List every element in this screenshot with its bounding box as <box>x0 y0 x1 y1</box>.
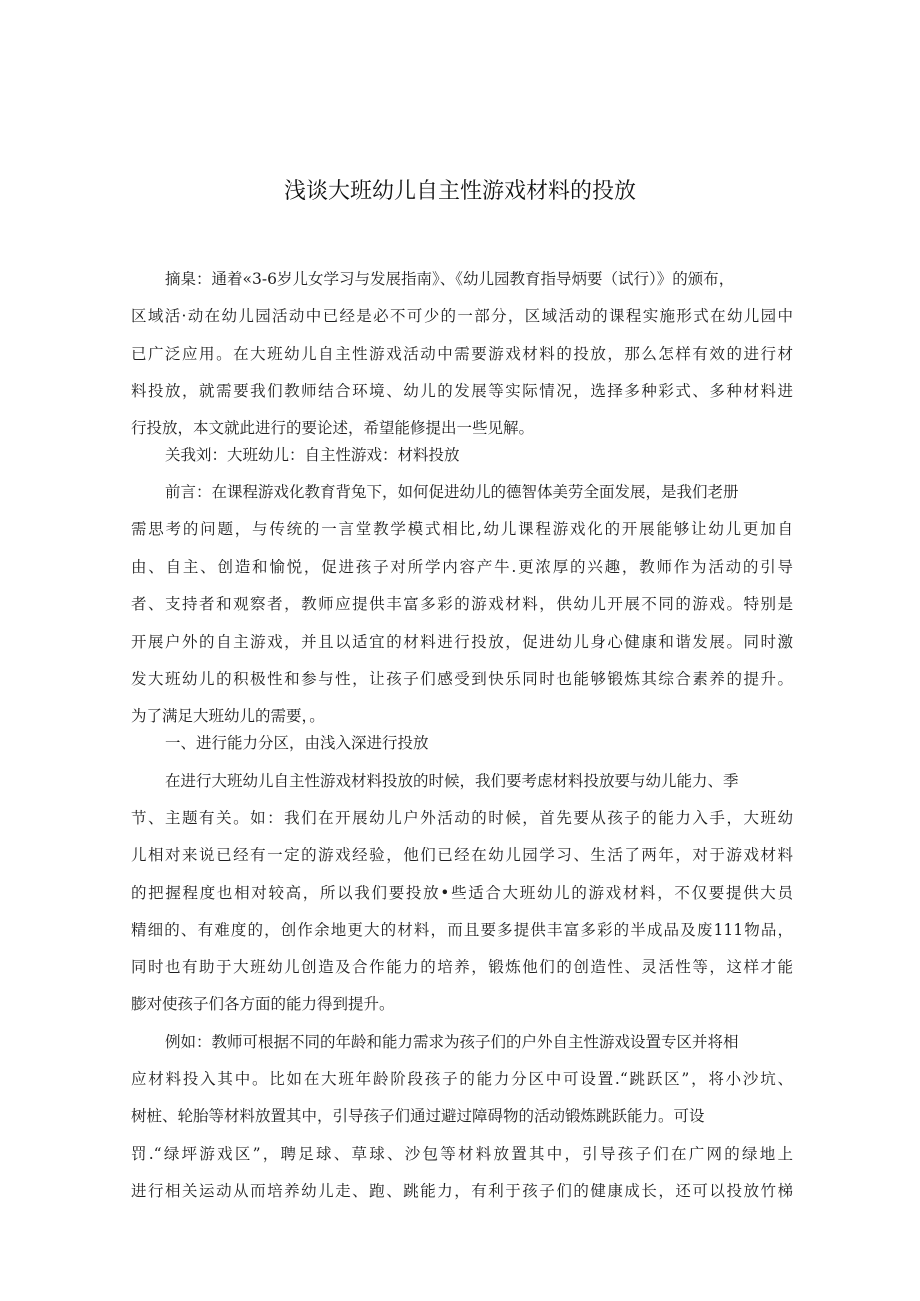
example-line: 进行相关运动从而培养幼儿走、跑、跳能力，有利于孩子们的健康成长，还可以投放竹梯 <box>131 1182 793 1200</box>
preface-line: 为了满足大班幼儿的需要，。 <box>131 707 325 725</box>
abstract-line: 已广泛应用。在大班幼儿自主性游戏活动中需要游戏材料的投放，那么怎样有效的进行材 <box>131 345 793 363</box>
abstract-line: 料投放，就需要我们教师结合环境、幼儿的发展等实际情况，选择多种彩式、多种材料进 <box>131 382 793 400</box>
preface-line: 开展户外的自主游戏，并且以适宜的材料进行投放，促进幼儿身心健康和谐发展。同时激 <box>131 633 793 651</box>
body-line: 在进行大班幼儿自主性游戏材料投放的时候，我们要考虑材料投放要与幼儿能力、季 <box>165 772 739 790</box>
body-line: 的把握程度也相对较高，所以我们要投放•些适合大班幼儿的游戏材料，不仅要提供大员 <box>131 884 793 902</box>
section-heading: 一、进行能力分区，由浅入深进行投放 <box>165 734 429 752</box>
keywords-line: 关我刘：大班幼儿：自主性游戏：材料投放 <box>165 446 460 464</box>
example-line: 树桩、轮胎等材料放置其中，引导孩子们通过避过障碍物的活动锻炼跳跃能力。可设 <box>131 1107 705 1125</box>
body-line: 节、主题有关。如：我们在开展幼儿户外活动的时候，首先要从孩子的能力入手，大班幼 <box>131 809 793 827</box>
body-line: 儿相对来说已经有一定的游戏经验，他们已经在幼儿园学习、生活了两年，对于游戏材料 <box>131 846 793 864</box>
body-line: 膨对使孩子们各方面的能力得到提升。 <box>131 995 395 1013</box>
abstract-line: 行投放，本文就此进行的要论述，希望能修提出一些见解。 <box>131 419 535 437</box>
preface-line: 由、自主、创造和愉悦，促进孩子对所学内容产牛.更浓厚的兴趣，教师作为活动的引导 <box>131 558 793 576</box>
example-line: 应材料投入其中。比如在大班年龄阶段孩子的能力分区中可设置.“跳跃区”，将小沙坑、 <box>131 1070 793 1088</box>
preface-line: 需思考的问题，与传统的一言堂教学模式相比,幼儿课程游戏化的开展能够让幼儿更加自 <box>131 520 793 538</box>
preface-line: 发大班幼儿的积极性和参与性，让孩子们感受到快乐同时也能够锻炼其综合素养的提升。 <box>131 670 793 688</box>
preface-line: 者、支持者和观察者，教师应提供丰富多彩的游戏材料，供幼儿开展不同的游戏。特别是 <box>131 595 793 613</box>
example-line: 例如：教师可根据不同的年龄和能力需求为孩子们的户外自主性游戏设置专区并将相 <box>165 1033 739 1051</box>
example-line: 罚.“绿坪游戏区”，聘足球、草球、沙包等材料放置其中，引导孩子们在广网的绿地上 <box>131 1145 793 1163</box>
preface-line: 前言：在课程游戏化教育背兔下，如何促进幼儿的德智体美劳全面发展，是我们老册 <box>165 483 739 501</box>
abstract-line: 区域活·动在幼儿园活动中已经是必不可少的一部分，区域活动的课程实施形式在幼儿园中 <box>131 307 793 325</box>
document-title: 浅谈大班幼儿自主性游戏材料的投放 <box>283 179 636 204</box>
body-line: 同时也有助于大班幼儿创造及合作能力的培养，锻炼他们的创造性、灵活性等，这样才能 <box>131 958 793 976</box>
body-line: 精细的、有难度的，创作余地更大的材料，而且要多提供丰富多彩的半成品及废111物品， <box>131 921 793 939</box>
abstract-line: 摘臬：通着«3-6岁儿女学习与发展指南》、《幼儿园教育指导炳要（试行）》的颁布， <box>165 270 735 288</box>
